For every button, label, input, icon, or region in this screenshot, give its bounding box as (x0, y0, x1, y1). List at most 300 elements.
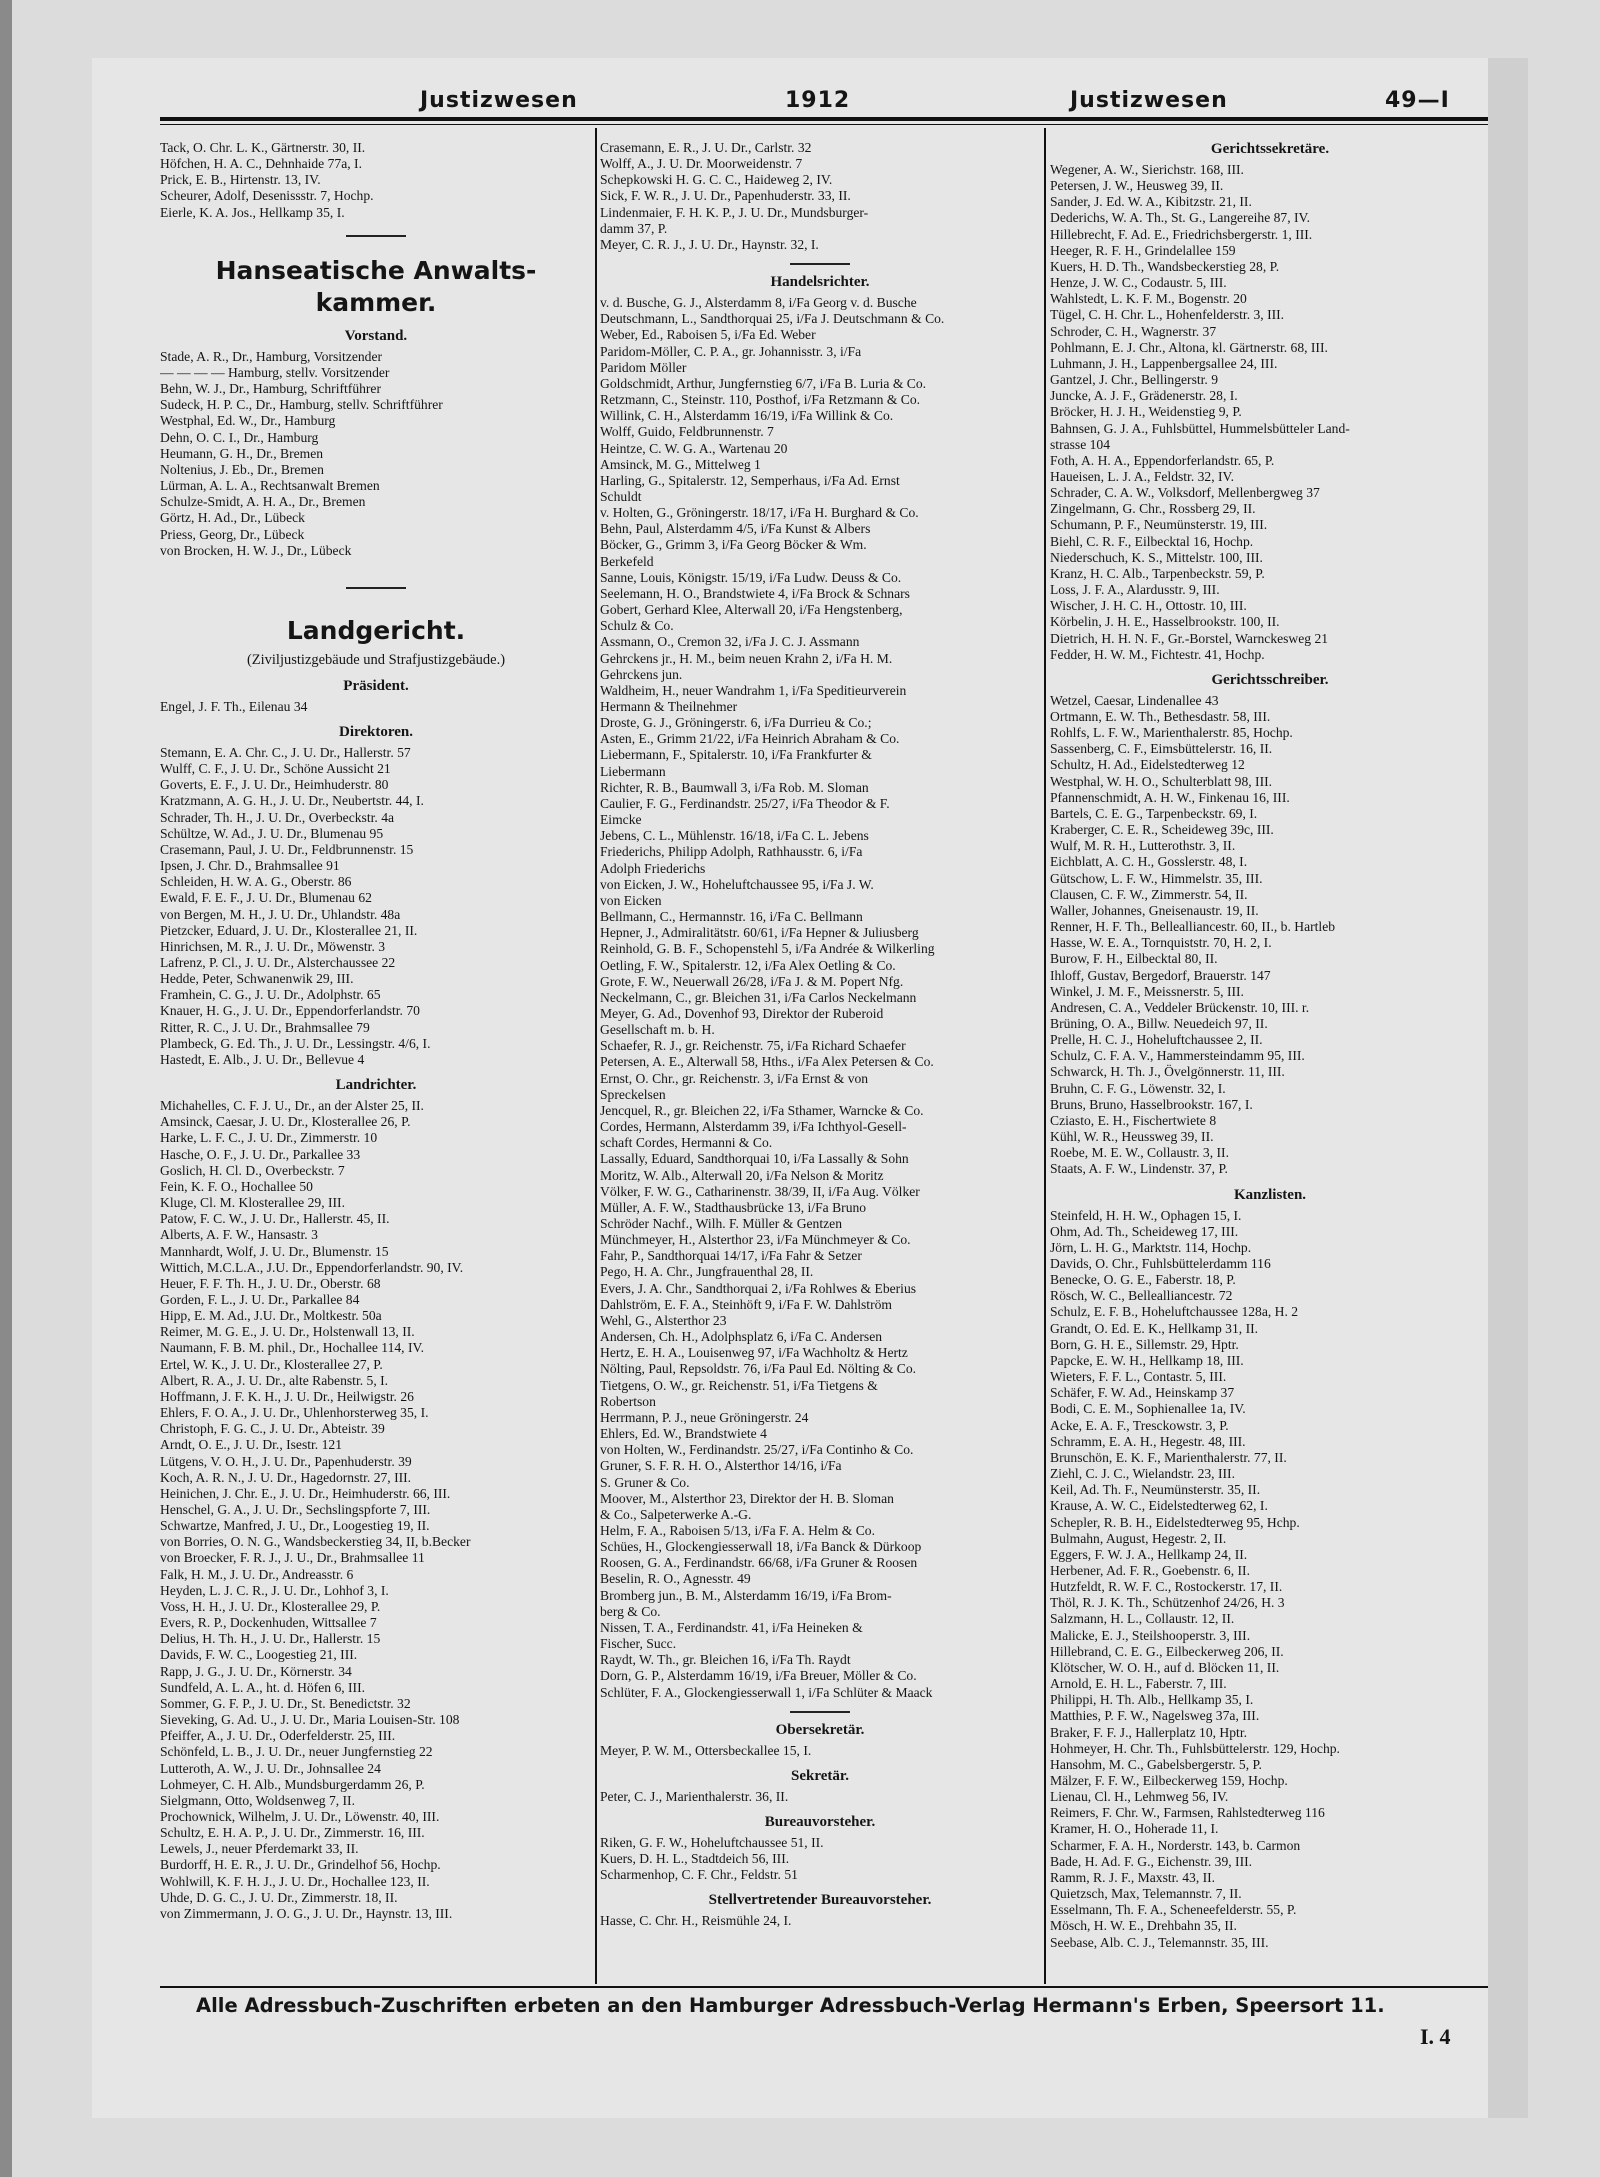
heading-praesident: Präsident. (343, 677, 409, 694)
list-item: Sander, J. Ed. W. A., Kibitzstr. 21, II. (1050, 194, 1252, 210)
list-item: Ehlers, Ed. W., Brandstwiete 4 (600, 1426, 767, 1442)
col1-top-list (160, 140, 592, 221)
vorstand-list (160, 349, 592, 559)
list-item: von Holten, W., Ferdinandstr. 25/27, i/Fa Continho & Co. (600, 1442, 914, 1458)
list-item: Albert, R. A., J. U. Dr., alte Rabenstr. 5, I. (160, 1372, 389, 1388)
footer-notice: Alle Adressbuch-Zuschriften erbeten an den Hamburger Adressbuch-Verlag Hermann's Erben, Speersort 11. (196, 1994, 1385, 2017)
list-item: S. Gruner & Co. (600, 1474, 690, 1490)
list-item: & Co., Salpeterwerke A.-G. (600, 1506, 752, 1522)
list-item: Ehlers, F. O. A., J. U. Dr., Uhlenhorsterweg 35, I. (160, 1405, 429, 1421)
list-item: Goslich, H. Cl. D., Overbeckstr. 7 (160, 1162, 345, 1178)
list-item: Clausen, C. F. W., Zimmerstr. 54, II. (1050, 886, 1248, 902)
list-item: Reimer, M. G. E., J. U. Dr., Holstenwall 13, II. (160, 1324, 415, 1340)
heading-kanzlisten: Kanzlisten. (1233, 1186, 1307, 1203)
list-item: Schlüter, F. A., Glockengiesserwall 1, i/Fa Schlüter & Maack (600, 1684, 933, 1700)
signature-mark: I. 4 (1420, 2024, 1451, 2049)
list-item: Ipsen, J. Chr. D., Brahmsallee 91 (160, 858, 340, 874)
list-item: Gesellschaft m. b. H. (600, 1022, 715, 1038)
list-item: Eggers, F. W. J. A., Hellkamp 24, II. (1050, 1546, 1248, 1562)
column-1 (160, 140, 592, 1980)
list-item: Dederichs, W. A. Th., St. G., Langereihe 87, IV. (1050, 210, 1311, 226)
list-item: Quietzsch, Max, Telemannstr. 7, II. (1050, 1886, 1242, 1902)
list-item: Mälzer, F. F. W., Eilbeckerweg 159, Hochp. (1050, 1773, 1288, 1788)
list-item: Fischer, Succ. (600, 1636, 677, 1652)
list-item: Lütgens, V. O. H., J. U. Dr., Papenhuderstr. 39 (160, 1453, 412, 1469)
list-item: Bulmahn, August, Hegestr. 2, II. (1050, 1530, 1227, 1546)
list-item: Petersen, A. E., Alterwall 58, Hths., i/Fa Alex Petersen & Co. (600, 1054, 934, 1070)
list-item: berg & Co. (600, 1603, 661, 1619)
header-year: 1912 (785, 88, 851, 113)
list-item: Goldschmidt, Arthur, Jungfernstieg 6/7, i/Fa B. Luria & Co. (600, 375, 927, 391)
list-item: Harke, L. F. C., J. U. Dr., Zimmerstr. 10 (160, 1130, 378, 1146)
heading-vorstand: Vorstand. (344, 327, 408, 344)
list-item: Sassenberg, C. F., Eimsbüttelerstr. 16, II. (1050, 741, 1273, 757)
list-item: Davids, F. W. C., Loogestieg 21, III. (160, 1647, 358, 1663)
list-item: Oetling, F. W., Spitalerstr. 12, i/Fa Alex Oetling & Co. (600, 957, 896, 973)
list-item: Seelemann, H. O., Brandstwiete 4, i/Fa Brock & Schnars (600, 585, 910, 601)
heading-bureauvorsteher: Bureauvorsteher. (764, 1814, 876, 1830)
col2-top-list (600, 140, 1040, 253)
list-item: — — — — Hamburg, stellv. Vorsitzender (160, 364, 390, 380)
list-item: Schültze, W. Ad., J. U. Dr., Blumenau 95 (160, 825, 384, 841)
list-item: von Eicken (600, 892, 662, 908)
list-item: Nissen, T. A., Ferdinandstr. 41, i/Fa Heineken & (600, 1619, 863, 1635)
section-title-landgericht: Landgericht. (286, 615, 466, 645)
list-item: Bodi, C. E. M., Sophienallee 1a, IV. (1050, 1401, 1246, 1417)
header-page-number: 49—I (1385, 88, 1450, 113)
list-item: Roebe, M. E. W., Collaustr. 3, II. (1050, 1145, 1229, 1161)
list-item: Ewald, F. E. F., J. U. Dr., Blumenau 62 (160, 890, 372, 906)
list-item: Benecke, O. G. E., Faberstr. 18, P. (1050, 1272, 1236, 1288)
list-item: Paridom-Möller, C. P. A., gr. Johannisstr. 3, i/Fa (600, 343, 862, 359)
list-item: Kuers, H. D. Th., Wandsbeckerstieg 28, P. (1050, 258, 1280, 274)
list-item: Gruner, S. F. R. H. O., Alsterthor 14/16, i/Fa (600, 1458, 842, 1474)
column-2 (600, 140, 1040, 1980)
list-item: Müller, A. F. W., Stadthausbrücke 13, i/Fa Bruno (600, 1199, 867, 1215)
list-item: Ortmann, E. W. Th., Bethesdastr. 58, III. (1050, 709, 1271, 724)
list-item: Hillebrand, C. E. G., Eilbeckerweg 206, II. (1050, 1643, 1284, 1659)
list-item: Moritz, W. Alb., Alterwall 20, i/Fa Nelson & Moritz (600, 1167, 884, 1183)
list-item: Berkefeld (600, 553, 654, 569)
list-item: Sommer, G. F. P., J. U. Dr., St. Benedictstr. 32 (160, 1695, 411, 1711)
list-item: Hermann & Theilnehmer (600, 699, 738, 714)
list-item: Assmann, O., Cremon 32, i/Fa J. C. J. Assmann (600, 634, 860, 650)
section-separator (346, 235, 406, 237)
heading-landrichter: Landrichter. (335, 1077, 417, 1094)
list-item: Krause, A. W. C., Eidelstedterweg 62, I. (1050, 1498, 1268, 1514)
list-item: Wahlstedt, L. K. F. M., Bogenstr. 20 (1050, 291, 1247, 307)
list-item: Wulff, C. F., J. U. Dr., Schöne Aussicht 21 (160, 761, 391, 777)
list-item: Nölting, Paul, Repsoldstr. 76, i/Fa Paul Ed. Nölting & Co. (600, 1361, 917, 1377)
list-item: Luhmann, J. H., Lappenbergsallee 24, III. (1050, 355, 1278, 371)
list-item: Hansohm, M. C., Gabelsbergerstr. 5, P. (1050, 1756, 1262, 1772)
list-item: Schulz & Co. (600, 618, 674, 634)
list-item: Willink, C. H., Alsterdamm 16/19, i/Fa Willink & Co. (600, 408, 894, 424)
list-item: Schönfeld, L. B., J. U. Dr., neuer Jungfernstieg 22 (160, 1744, 433, 1760)
list-item: Eierle, K. A. Jos., Hellkamp 35, I. (160, 204, 345, 220)
list-item: Adolph Friederichs (600, 860, 706, 876)
list-item: Stade, A. R., Dr., Hamburg, Vorsitzender (160, 348, 383, 364)
list-item: Staats, A. F. W., Lindenstr. 37, P. (1050, 1161, 1228, 1177)
list-item: Thöl, R. J. K. Th., Schützenhof 24/26, H. 3 (1050, 1595, 1285, 1611)
list-item: Schuldt (600, 488, 642, 504)
list-item: Bröcker, H. J. H., Weidenstieg 9, P. (1050, 404, 1242, 420)
list-item: Loss, J. F. A., Alardusstr. 9, III. (1050, 582, 1220, 598)
list-item: Knauer, H. G., J. U. Dr., Eppendorferlandstr. 70 (160, 1003, 420, 1019)
list-item: Steinfeld, H. H. W., Ophagen 15, I. (1050, 1207, 1242, 1223)
list-item: Schaefer, R. J., gr. Reichenstr. 75, i/Fa Richard Schaefer (600, 1038, 906, 1054)
list-item: Kuers, D. H. L., Stadtdeich 56, III. (600, 1851, 790, 1867)
list-item: Bruhn, C. F. G., Löwenstr. 32, I. (1050, 1080, 1226, 1096)
list-item: Dietrich, H. H. N. F., Gr.-Borstel, Warnckesweg 21 (1050, 630, 1329, 646)
list-item: Ritter, R. C., J. U. Dr., Brahmsallee 79 (160, 1019, 370, 1035)
list-item: Scharmer, F. A. H., Norderstr. 143, b. Carmon (1050, 1837, 1301, 1853)
list-item: Koch, A. R. N., J. U. Dr., Hagedornstr. 27, III. (160, 1469, 412, 1485)
list-item: Hinrichsen, M. R., J. U. Dr., Möwenstr. 3 (160, 938, 386, 954)
list-item: Rösch, W. C., Bellealliancestr. 72 (1050, 1288, 1233, 1304)
list-item: Waldheim, H., neuer Wandrahm 1, i/Fa Speditieurverein (600, 682, 907, 698)
list-item: Reimers, F. Chr. W., Farmsen, Rahlstedterweg 116 (1050, 1805, 1325, 1821)
list-item: Scheurer, Adolf, Desenissstr. 7, Hochp. (160, 188, 374, 204)
list-item: Sundfeld, A. L. A., ht. d. Höfen 6, III. (160, 1679, 366, 1695)
list-item: Hastedt, E. Alb., J. U. Dr., Bellevue 4 (160, 1051, 365, 1067)
list-item: Wieters, F. F. L., Contastr. 5, III. (1050, 1369, 1227, 1385)
list-item: Hoffmann, J. F. K. H., J. U. Dr., Heilwigstr. 26 (160, 1388, 414, 1404)
list-item: Wittich, M.C.L.A., J.U. Dr., Eppendorferlandstr. 90, IV. (160, 1259, 464, 1275)
list-item: Ihloff, Gustav, Bergedorf, Brauerstr. 147 (1050, 967, 1271, 983)
list-item: Dorn, G. P., Alsterdamm 16/19, i/Fa Breuer, Möller & Co. (600, 1668, 917, 1684)
list-item: Mösch, H. W. E., Drehbahn 35, II. (1050, 1918, 1237, 1934)
list-item: Hillebrecht, F. Ad. E., Friedrichsbergerstr. 1, III. (1050, 226, 1313, 242)
list-item: damm 37, P. (600, 220, 668, 236)
list-item: Pietzcker, Eduard, J. U. Dr., Klosterallee 21, II. (160, 922, 418, 938)
list-item: Lürman, A. L. A., Rechtsanwalt Bremen (160, 478, 380, 494)
list-item: Cziasto, E. H., Fischertwiete 8 (1050, 1112, 1217, 1128)
page-edge-shadow (0, 0, 12, 2177)
heading-sekretaer: Sekretär. (791, 1767, 849, 1784)
list-item: Schepler, R. B. H., Eidelstedterweg 95, Hchp. (1050, 1514, 1300, 1530)
list-item: Malicke, E. J., Steilshooperstr. 3, III. (1050, 1627, 1251, 1643)
list-item: Lassally, Eduard, Sandthorquai 10, i/Fa Lassally & Sohn (600, 1151, 909, 1167)
list-item: Rapp, J. G., J. U. Dr., Körnerstr. 34 (160, 1663, 352, 1679)
header-right-title: Justizwesen (1070, 88, 1228, 113)
list-item: Burdorff, H. E. R., J. U. Dr., Grindelhof 56, Hochp. (160, 1857, 441, 1873)
list-item: Schultz, E. H. A. P., J. U. Dr., Zimmerstr. 16, III. (160, 1825, 425, 1841)
column-3 (1050, 140, 1490, 1980)
list-item: von Eicken, J. W., Hoheluftchaussee 95, i/Fa J. W. (600, 876, 874, 892)
list-item: Jencquel, R., gr. Bleichen 22, i/Fa Sthamer, Warncke & Co. (600, 1102, 924, 1118)
list-item: Herbener, Ad. F. R., Goebenstr. 6, II. (1050, 1562, 1250, 1578)
list-item: Rohlfs, L. F. W., Marienthalerstr. 85, Hochp. (1050, 725, 1293, 741)
list-item: Wischer, J. H. C. H., Ottostr. 10, III. (1050, 598, 1247, 614)
list-item: von Broecker, F. R. J., J. U., Dr., Brahmsallee 11 (160, 1550, 425, 1566)
list-item: Behn, W. J., Dr., Hamburg, Schriftführer (160, 381, 381, 397)
list-item: Gobert, Gerhard Klee, Alterwall 20, i/Fa Hengstenberg, (600, 602, 903, 618)
page-right-margin (1488, 58, 1528, 2118)
column-divider-1 (595, 128, 597, 1984)
list-item: Uhde, D. G. C., J. U. Dr., Zimmerstr. 18, II. (160, 1889, 398, 1905)
list-item: Raydt, W. Th., gr. Bleichen 16, i/Fa Th. Raydt (600, 1652, 851, 1668)
list-item: Fedder, H. W. M., Fichtestr. 41, Hochp. (1050, 646, 1265, 662)
list-item: Tack, O. Chr. L. K., Gärtnerstr. 30, II. (160, 140, 366, 155)
list-item: Eichblatt, A. C. H., Gosslerstr. 48, I. (1050, 854, 1248, 870)
list-item: Braker, F. F. J., Hallerplatz 10, Hptr. (1050, 1724, 1247, 1740)
direktoren-list (160, 745, 592, 1068)
list-item: Sanne, Louis, Königstr. 15/19, i/Fa Ludw. Deuss & Co. (600, 569, 902, 585)
list-item: Paridom Möller (600, 359, 687, 375)
list-item: Salzmann, H. L., Collaustr. 12, II. (1050, 1611, 1235, 1627)
list-item: Sieveking, G. Ad. U., J. U. Dr., Maria Louisen-Str. 108 (160, 1712, 460, 1728)
list-item: Biehl, C. R. F., Eilbecktal 16, Hochp. (1050, 533, 1254, 549)
list-item: Sudeck, H. P. C., Dr., Hamburg, stellv. Schriftführer (160, 397, 443, 413)
list-item: Lohmeyer, C. H. Alb., Mundsburgerdamm 26, P. (160, 1776, 425, 1792)
list-item: Friederichs, Philipp Adolph, Rathhausstr. 6, i/Fa (600, 844, 863, 860)
list-item: Spreckelsen (600, 1086, 666, 1102)
list-item: Renner, H. F. Th., Bellealliancestr. 60, II., b. Hartleb (1050, 919, 1336, 935)
list-item: Amsinck, M. G., Mittelweg 1 (600, 456, 761, 472)
list-item: Westphal, W. H. O., Schulterblatt 98, III. (1050, 773, 1273, 789)
list-item: Riken, G. F. W., Hoheluftchaussee 51, II. (600, 1835, 824, 1850)
list-item: Scharmenhop, C. F. Chr., Feldstr. 51 (600, 1867, 798, 1883)
list-item: Helm, F. A., Raboisen 5/13, i/Fa F. A. Helm & Co. (600, 1522, 875, 1538)
header-left-title: Justizwesen (420, 88, 578, 113)
list-item: von Zimmermann, J. O. G., J. U. Dr., Haynstr. 13, III. (160, 1905, 453, 1921)
list-item: Asten, E., Grimm 21/22, i/Fa Heinrich Abraham & Co. (600, 731, 900, 747)
list-item: Foth, A. H. A., Eppendorferlandstr. 65, P. (1050, 452, 1275, 468)
list-item: Kramer, H. O., Hoherade 11, I. (1050, 1821, 1219, 1837)
list-item: Wolff, Guido, Feldbrunnenstr. 7 (600, 424, 774, 440)
list-item: Crasemann, E. R., J. U. Dr., Carlstr. 32 (600, 140, 812, 155)
list-item: Körbelin, J. H. E., Hasselbrookstr. 100, II. (1050, 614, 1280, 630)
list-item: Niederschuch, K. S., Mittelstr. 100, III. (1050, 549, 1263, 565)
list-item: Schulz, C. F. A. V., Hammersteindamm 95, III. (1050, 1048, 1305, 1064)
list-item: Gantzel, J. Chr., Bellingerstr. 9 (1050, 372, 1219, 388)
section-separator (790, 1711, 850, 1713)
list-item: Kraberger, C. E. R., Scheideweg 39c, III. (1050, 822, 1274, 838)
list-item: Münchmeyer, H., Alsterthor 23, i/Fa Münchmeyer & Co. (600, 1232, 911, 1248)
list-item: Prochownick, Wilhelm, J. U. Dr., Löwenstr. 40, III. (160, 1808, 440, 1824)
list-item: Zingelmann, G. Chr., Rossberg 29, II. (1050, 501, 1256, 517)
list-item: Hertz, E. H. A., Louisenweg 97, i/Fa Wachholtz & Hertz (600, 1345, 908, 1361)
list-item: Richter, R. B., Baumwall 3, i/Fa Rob. M. Sloman (600, 779, 869, 795)
heading-handelsrichter: Handelsrichter. (770, 274, 870, 291)
list-item: Keil, Ad. Th. F., Neumünsterstr. 35, II. (1050, 1482, 1261, 1498)
list-item: Heyden, L. J. C. R., J. U. Dr., Lohhof 3, I. (160, 1582, 389, 1598)
list-item: Henze, J. W. C., Codaustr. 5, III. (1050, 275, 1227, 291)
list-item: Hedde, Peter, Schwanenwik 29, III. (160, 971, 354, 987)
list-item: Ramm, R. J. F., Maxstr. 43, II. (1050, 1869, 1216, 1885)
gerichtssekretaere-list (1050, 162, 1490, 663)
list-item: Schultz, H. Ad., Eidelstedterweg 12 (1050, 757, 1245, 773)
list-item: Henschel, G. A., J. U. Dr., Sechslingspforte 7, III. (160, 1502, 431, 1517)
list-item: Falk, H. M., J. U. Dr., Andreasstr. 6 (160, 1566, 354, 1582)
list-item: Matthies, P. F. W., Nagelsweg 37a, III. (1050, 1708, 1260, 1724)
list-item: Voss, H. H., J. U. Dr., Klosterallee 29, P. (160, 1598, 381, 1614)
list-item: Noltenius, J. Eb., Dr., Bremen (160, 461, 324, 477)
heading-stellv-bureauvorsteher: Stellvertretender Bureauvorsteher. (708, 1892, 932, 1909)
list-item: Dahlström, E. F. A., Steinhöft 9, i/Fa F. W. Dahlström (600, 1296, 892, 1312)
list-item: Prick, E. B., Hirtenstr. 13, IV. (160, 172, 321, 188)
list-item: Ertel, W. K., J. U. Dr., Klosterallee 27, P. (160, 1356, 383, 1372)
list-item: Amsinck, Caesar, J. U. Dr., Klosterallee 26, P. (160, 1114, 411, 1130)
kanzlisten-list (1050, 1208, 1490, 1951)
list-item: Dehn, O. C. I., Dr., Hamburg (160, 429, 319, 445)
list-item: Acke, E. A. F., Tresckowstr. 3, P. (1050, 1417, 1229, 1433)
list-item: Bellmann, C., Hermannstr. 16, i/Fa C. Bellmann (600, 909, 863, 925)
list-item: Schrader, Th. H., J. U. Dr., Overbeckstr. 4a (160, 809, 395, 825)
list-item: Heeger, R. F. H., Grindelallee 159 (1050, 242, 1236, 258)
list-item: Brüning, O. A., Billw. Neuedeich 97, II. (1050, 1015, 1268, 1031)
list-item: Peter, C. J., Marienthalerstr. 36, II. (600, 1788, 789, 1804)
list-item: Böcker, G., Grimm 3, i/Fa Georg Böcker & Wm. (600, 537, 867, 553)
list-item: Reinhold, G. B. F., Schopenstehl 5, i/Fa Andrée & Wilkerling (600, 941, 935, 957)
list-item: Burow, F. H., Eilbecktal 80, II. (1050, 951, 1218, 967)
list-item: Stemann, E. A. Chr. C., J. U. Dr., Hallerstr. 57 (160, 744, 411, 760)
list-item: Crasemann, Paul, J. U. Dr., Feldbrunnenstr. 15 (160, 841, 414, 857)
list-item: Westphal, Ed. W., Dr., Hamburg (160, 413, 336, 429)
list-item: Delius, H. Th. H., J. U. Dr., Hallerstr. 15 (160, 1631, 381, 1647)
list-item: Wohlwill, K. F. H. J., J. U. Dr., Hochallee 123, II. (160, 1873, 430, 1889)
list-item: Schües, H., Glockengiesserwall 18, i/Fa Banck & Dürkoop (600, 1539, 922, 1555)
list-item: Meyer, P. W. M., Ottersbeckallee 15, I. (600, 1742, 812, 1758)
list-item: Kranz, H. C. Alb., Tarpenbeckstr. 59, P. (1050, 565, 1265, 581)
list-item: Priess, Georg, Dr., Lübeck (160, 526, 305, 542)
list-item: Gehrckens jun. (600, 666, 683, 682)
list-item: Arndt, O. E., J. U. Dr., Isestr. 121 (160, 1437, 342, 1453)
list-item: Patow, F. C. W., J. U. Dr., Hallerstr. 45, II. (160, 1211, 390, 1227)
list-item: Hohmeyer, H. Chr. Th., Fuhlsbüttelerstr. 129, Hochp. (1050, 1740, 1340, 1756)
list-item: Prelle, H. C. J., Hoheluftchaussee 2, II. (1050, 1032, 1263, 1048)
list-item: Hutzfeldt, R. W. F. C., Rostockerstr. 17, II. (1050, 1579, 1283, 1595)
list-item: Eimcke (600, 812, 642, 828)
list-item: Michahelles, C. F. J. U., Dr., an der Alster 25, II. (160, 1098, 424, 1114)
list-item: Hasse, W. E. A., Tornquiststr. 70, H. 2, I. (1050, 935, 1272, 951)
list-item: Waller, Johannes, Gneisenaustr. 19, II. (1050, 902, 1259, 918)
column-divider-2 (1044, 128, 1046, 1984)
list-item: Hipp, E. M. Ad., J.U. Dr., Moltkestr. 50a (160, 1308, 382, 1324)
list-item: von Bergen, M. H., J. U. Dr., Uhlandstr. 48a (160, 906, 401, 922)
list-item: Wolff, A., J. U. Dr. Moorweidenstr. 7 (600, 156, 803, 172)
list-item: Haueisen, L. J. A., Feldstr. 32, IV. (1050, 468, 1235, 484)
list-item: Beselin, R. O., Agnesstr. 49 (600, 1571, 751, 1587)
list-item: Papcke, E. W. H., Hellkamp 18, III. (1050, 1352, 1244, 1368)
list-item: Schrader, C. A. W., Volksdorf, Mellenbergweg 37 (1050, 485, 1320, 501)
list-item: Meyer, C. R. J., J. U. Dr., Haynstr. 32, I. (600, 236, 819, 252)
list-item: Grote, F. W., Neuerwall 26/28, i/Fa J. & M. Popert Nfg. (600, 973, 904, 989)
landrichter-list (160, 1098, 592, 1922)
list-item: Wehl, G., Alsterthor 23 (600, 1312, 727, 1328)
section-title-anwaltskammer-2: kammer. (315, 287, 437, 317)
list-item: Heintze, C. W. G. A., Wartenau 20 (600, 440, 788, 456)
section-separator (790, 263, 850, 265)
header-rule (160, 117, 1488, 121)
handelsrichter-list (600, 295, 1040, 1701)
list-item: Neckelmann, C., gr. Bleichen 31, i/Fa Carlos Neckelmann (600, 989, 917, 1005)
list-item: Lewels, J., neuer Pferdemarkt 33, II. (160, 1841, 359, 1857)
list-item: Jebens, C. L., Mühlenstr. 16/18, i/Fa C. L. Jebens (600, 828, 869, 844)
list-item: Cordes, Hermann, Alsterdamm 39, i/Fa Ichthyol-Gesell- (600, 1119, 907, 1135)
list-item: Alberts, A. F. W., Hansastr. 3 (160, 1227, 318, 1243)
list-item: Heuer, F. F. Th. H., J. U. Dr., Oberstr. 68 (160, 1275, 381, 1291)
list-item: Caulier, F. G., Ferdinandstr. 25/27, i/Fa Theodor & F. (600, 795, 890, 811)
list-item: Gehrckens jr., H. M., beim neuen Krahn 2, i/Fa H. M. (600, 650, 893, 666)
list-item: Robertson (600, 1393, 656, 1409)
list-item: Seebase, Alb. C. J., Telemannstr. 35, III. (1050, 1934, 1269, 1950)
list-item: v. d. Busche, G. J., Alsterdamm 8, i/Fa Georg v. d. Busche (600, 295, 917, 311)
list-item: Wegener, A. W., Sierichstr. 168, III. (1050, 162, 1244, 177)
list-item: Evers, R. P., Dockenhuden, Wittsallee 7 (160, 1615, 377, 1631)
list-item: Andresen, C. A., Veddeler Brückenstr. 10, III. r. (1050, 999, 1310, 1015)
list-item: Höfchen, H. A. C., Dehnhaide 77a, I. (160, 156, 362, 172)
list-item: Roosen, G. A., Ferdinandstr. 66/68, i/Fa Gruner & Roosen (600, 1555, 918, 1571)
list-item: Pego, H. A. Chr., Jungfrauenthal 28, II. (600, 1264, 814, 1280)
list-item: von Brocken, H. W. J., Dr., Lübeck (160, 542, 352, 558)
list-item: Weber, Ed., Raboisen 5, i/Fa Ed. Weber (600, 327, 816, 343)
list-item: Ziehl, C. J. C., Wielandstr. 23, III. (1050, 1466, 1235, 1482)
list-item: Tietgens, O. W., gr. Reichenstr. 51, i/Fa Tietgens & (600, 1377, 878, 1393)
list-item: Schäfer, F. W. Ad., Heinskamp 37 (1050, 1385, 1235, 1401)
list-item: Jörn, L. H. G., Marktstr. 114, Hochp. (1050, 1239, 1252, 1255)
list-item: Lutteroth, A. W., J. U. Dr., Johnsallee 24 (160, 1760, 381, 1776)
list-item: strasse 104 (1050, 436, 1111, 452)
list-item: Esselmann, Th. F. A., Scheneefelderstr. 55, P. (1050, 1902, 1297, 1918)
list-item: Schwarck, H. Th. J., Övelgönnerstr. 11, III. (1050, 1064, 1285, 1080)
heading-direktoren: Direktoren. (338, 723, 414, 740)
list-item: Lindenmaier, F. H. K. P., J. U. Dr., Mundsburger- (600, 204, 869, 220)
list-item: Kühl, W. R., Heussweg 39, II. (1050, 1129, 1214, 1145)
list-item: Gorden, F. L., J. U. Dr., Parkallee 84 (160, 1291, 360, 1307)
list-item: Davids, O. Chr., Fuhlsbüttelerdamm 116 (1050, 1256, 1271, 1271)
list-item: Liebermann (600, 763, 666, 779)
list-item: Lafrenz, P. Cl., J. U. Dr., Alsterchaussee 22 (160, 955, 396, 970)
list-item: Hepner, J., Admiralitätstr. 60/61, i/Fa Hepner & Juliusberg (600, 925, 919, 941)
list-item: Fein, K. F. O., Hochallee 50 (160, 1178, 313, 1194)
list-item: Ohm, Ad. Th., Scheideweg 17, III. (1050, 1223, 1239, 1239)
list-item: Juncke, A. J. F., Grädenerstr. 28, I. (1050, 388, 1238, 404)
list-item: von Borries, O. N. G., Wandsbeckerstieg 34, II, b.Becker (160, 1534, 471, 1550)
list-item: Evers, J. A. Chr., Sandthorquai 2, i/Fa Rohlwes & Eberius (600, 1280, 917, 1296)
list-item: Bruns, Bruno, Hasselbrookstr. 167, I. (1050, 1096, 1253, 1112)
list-item: Heumann, G. H., Dr., Bremen (160, 445, 324, 461)
list-item: Fahr, P., Sandthorquai 14/17, i/Fa Fahr & Setzer (600, 1248, 862, 1264)
list-item: schaft Cordes, Hermanni & Co. (600, 1135, 773, 1151)
section-title-anwaltskammer-1: Hanseatische Anwalts- (215, 255, 537, 285)
list-item: Harling, G., Spitalerstr. 12, Semperhaus, i/Fa Ad. Ernst (600, 472, 900, 488)
list-item: Philippi, H. Th. Alb., Hellkamp 35, I. (1050, 1692, 1254, 1708)
list-item: Schleiden, H. W. A. G., Oberstr. 86 (160, 874, 352, 890)
list-item: Plambeck, G. Ed. Th., J. U. Dr., Lessingstr. 4/6, I. (160, 1035, 431, 1051)
header-rule-thin (160, 124, 1488, 125)
list-item: Deutschmann, L., Sandthorquai 25, i/Fa J. Deutschmann & Co. (600, 311, 945, 327)
footer-rule (160, 1986, 1488, 1988)
list-item: Klötscher, W. O. H., auf d. Blöcken 11, II. (1050, 1659, 1280, 1675)
heading-gerichtsschreiber: Gerichtsschreiber. (1211, 671, 1329, 688)
list-item: Retzmann, C., Steinstr. 110, Posthof, i/Fa Retzmann & Co. (600, 392, 921, 408)
list-item: Bade, H. Ad. F. G., Eichenstr. 39, III. (1050, 1853, 1253, 1869)
list-item: Goverts, E. F., J. U. Dr., Heimhuderstr. 80 (160, 777, 389, 793)
list-item: Völker, F. W. G., Catharinenstr. 38/39, II, i/Fa Aug. Völker (600, 1183, 920, 1199)
list-item: Wetzel, Caesar, Lindenallee 43 (1050, 692, 1219, 708)
list-item: Bromberg jun., B. M., Alsterdamm 16/19, i/Fa Brom- (600, 1587, 892, 1603)
list-item: Lienau, Cl. H., Lehmweg 56, IV. (1050, 1789, 1229, 1805)
list-item: Schwartze, Manfred, J. U., Dr., Loogestieg 19, II. (160, 1518, 430, 1534)
list-item: Tügel, C. H. Chr. L., Hohenfelderstr. 3, III. (1050, 307, 1285, 323)
list-item: Pohlmann, E. J. Chr., Altona, kl. Gärtnerstr. 68, III. (1050, 339, 1328, 355)
list-item: Schulz, E. F. B., Hoheluftchaussee 128a, H. 2 (1050, 1304, 1299, 1320)
list-item: Schepkowski H. G. C. C., Haideweg 2, IV. (600, 172, 833, 188)
list-item: Bahnsen, G. J. A., Fuhlsbüttel, Hummelsbütteler Land- (1050, 420, 1350, 436)
list-item: Schroder, C. H., Wagnerstr. 37 (1050, 323, 1217, 339)
